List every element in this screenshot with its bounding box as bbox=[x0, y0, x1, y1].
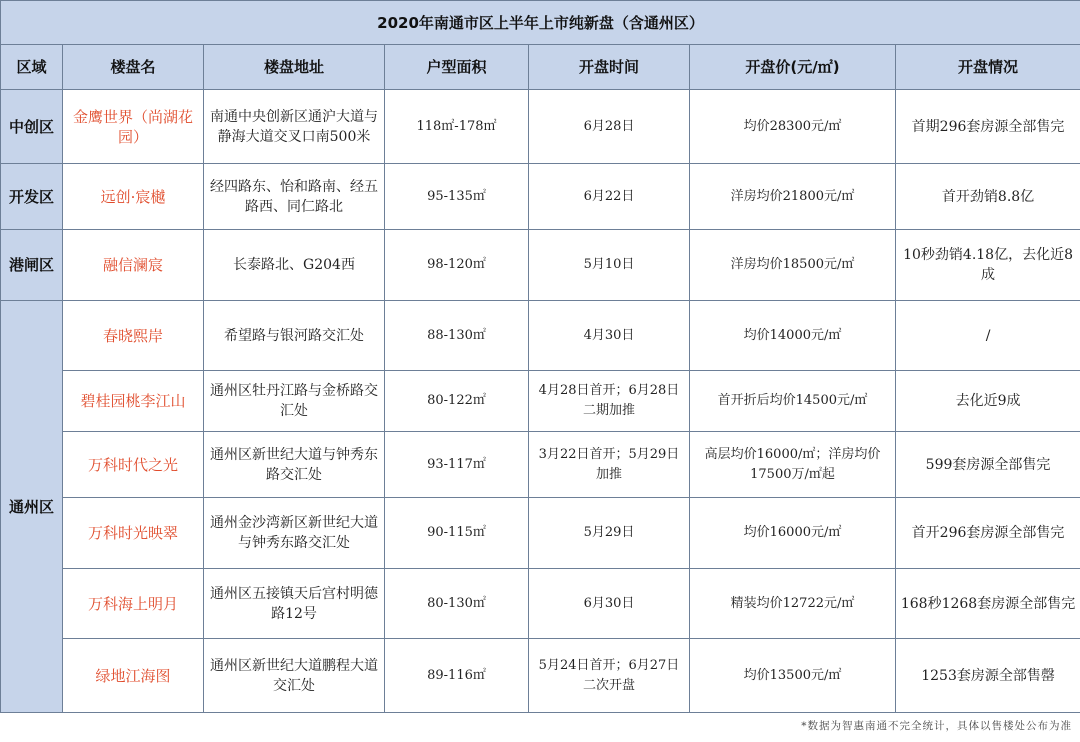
area-cell: 80-122㎡ bbox=[385, 371, 529, 432]
status-cell: 1253套房源全部售罄 bbox=[896, 639, 1080, 713]
address-cell: 通州区新世纪大道鹏程大道交汇处 bbox=[204, 639, 385, 713]
table-row bbox=[1, 90, 1080, 164]
table-row bbox=[1, 301, 1080, 371]
area-cell: 89-116㎡ bbox=[385, 639, 529, 713]
status-cell: 10秒劲销4.18亿，去化近8成 bbox=[896, 230, 1080, 301]
status-cell: / bbox=[896, 301, 1080, 371]
status-cell: 去化近9成 bbox=[896, 371, 1080, 432]
district-cell: 港闸区 bbox=[1, 230, 63, 301]
address-cell: 通州区五接镇天后宫村明德路12号 bbox=[204, 569, 385, 639]
header-project-name: 楼盘名 bbox=[63, 45, 204, 90]
open-time-cell: 5月24日首开；6月27日二次开盘 bbox=[529, 639, 690, 713]
table-title: 2020年南通市区上半年上市纯新盘（含通州区） bbox=[1, 1, 1080, 45]
district-cell: 开发区 bbox=[1, 164, 63, 230]
open-time-cell: 4月30日 bbox=[529, 301, 690, 371]
open-time-cell: 6月28日 bbox=[529, 90, 690, 164]
project-name-cell: 金鹰世界（尚湖花园） bbox=[63, 90, 204, 164]
status-cell: 首开劲销8.8亿 bbox=[896, 164, 1080, 230]
area-cell: 95-135㎡ bbox=[385, 164, 529, 230]
price-cell: 均价16000元/㎡ bbox=[690, 498, 896, 569]
header-district: 区域 bbox=[1, 45, 63, 90]
status-cell: 首开296套房源全部售完 bbox=[896, 498, 1080, 569]
area-cell: 88-130㎡ bbox=[385, 301, 529, 371]
area-cell: 90-115㎡ bbox=[385, 498, 529, 569]
project-name-cell: 万科时代之光 bbox=[63, 432, 204, 498]
address-cell: 南通中央创新区通沪大道与静海大道交叉口南500米 bbox=[204, 90, 385, 164]
area-cell: 80-130㎡ bbox=[385, 569, 529, 639]
open-time-cell: 4月28日首开；6月28日二期加推 bbox=[529, 371, 690, 432]
price-cell: 均价28300元/㎡ bbox=[690, 90, 896, 164]
status-cell: 首期296套房源全部售完 bbox=[896, 90, 1080, 164]
price-cell: 均价14000元/㎡ bbox=[690, 301, 896, 371]
status-cell: 168秒1268套房源全部售完 bbox=[896, 569, 1080, 639]
project-name-cell: 绿地江海图 bbox=[63, 639, 204, 713]
open-time-cell: 6月30日 bbox=[529, 569, 690, 639]
table-row bbox=[1, 498, 1080, 569]
price-cell: 精装均价12722元/㎡ bbox=[690, 569, 896, 639]
project-name-cell: 万科海上明月 bbox=[63, 569, 204, 639]
project-name-cell: 碧桂园桃李江山 bbox=[63, 371, 204, 432]
table-row bbox=[1, 164, 1080, 230]
project-name-cell: 远创·宸樾 bbox=[63, 164, 204, 230]
address-cell: 经四路东、怡和路南、经五路西、同仁路北 bbox=[204, 164, 385, 230]
header-status: 开盘情况 bbox=[896, 45, 1080, 90]
area-cell: 93-117㎡ bbox=[385, 432, 529, 498]
address-cell: 通州区牡丹江路与金桥路交汇处 bbox=[204, 371, 385, 432]
price-cell: 高层均价16000/㎡；洋房均价17500万/㎡起 bbox=[690, 432, 896, 498]
address-cell: 长泰路北、G204西 bbox=[204, 230, 385, 301]
area-cell: 118㎡-178㎡ bbox=[385, 90, 529, 164]
header-open-time: 开盘时间 bbox=[529, 45, 690, 90]
status-cell: 599套房源全部售完 bbox=[896, 432, 1080, 498]
price-cell: 均价13500元/㎡ bbox=[690, 639, 896, 713]
project-name-cell: 春晓熙岸 bbox=[63, 301, 204, 371]
open-time-cell: 3月22日首开；5月29日加推 bbox=[529, 432, 690, 498]
open-time-cell: 6月22日 bbox=[529, 164, 690, 230]
header-price: 开盘价(元/㎡) bbox=[690, 45, 896, 90]
footnote: *数据为智惠南通不完全统计，具体以售楼处公布为准 bbox=[801, 720, 1072, 732]
price-cell: 洋房均价18500元/㎡ bbox=[690, 230, 896, 301]
price-cell: 洋房均价21800元/㎡ bbox=[690, 164, 896, 230]
project-name-cell: 融信澜宸 bbox=[63, 230, 204, 301]
address-cell: 希望路与银河路交汇处 bbox=[204, 301, 385, 371]
table-row bbox=[1, 639, 1080, 713]
table-row bbox=[1, 432, 1080, 498]
project-name-cell: 万科时光映翠 bbox=[63, 498, 204, 569]
table-row bbox=[1, 230, 1080, 301]
price-cell: 首开折后均价14500元/㎡ bbox=[690, 371, 896, 432]
address-cell: 通州区新世纪大道与钟秀东路交汇处 bbox=[204, 432, 385, 498]
district-cell: 中创区 bbox=[1, 90, 63, 164]
table-row bbox=[1, 569, 1080, 639]
area-cell: 98-120㎡ bbox=[385, 230, 529, 301]
open-time-cell: 5月29日 bbox=[529, 498, 690, 569]
header-address: 楼盘地址 bbox=[204, 45, 385, 90]
table-row bbox=[1, 371, 1080, 432]
address-cell: 通州金沙湾新区新世纪大道与钟秀东路交汇处 bbox=[204, 498, 385, 569]
open-time-cell: 5月10日 bbox=[529, 230, 690, 301]
district-cell: 通州区 bbox=[1, 301, 63, 713]
header-area: 户型面积 bbox=[385, 45, 529, 90]
